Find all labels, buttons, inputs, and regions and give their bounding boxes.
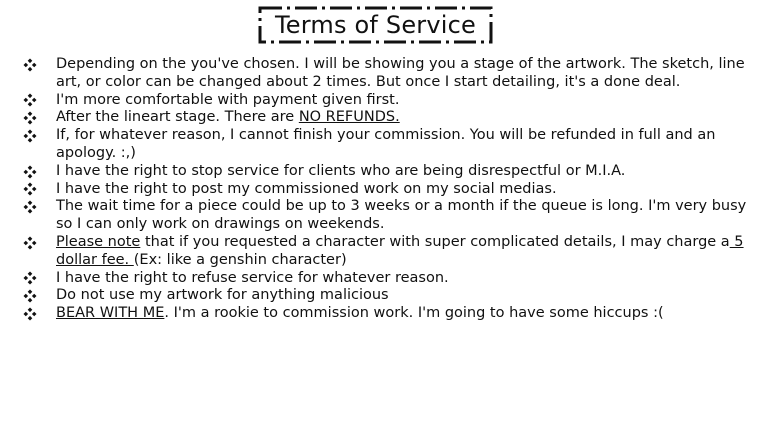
terms-text: Depending on the you've chosen. I will be showing you a stage of the artwork. The sketch, line art, or color can be changed about 2 times. But once I start detailing, it's a done deal. — [56, 56, 745, 90]
terms-item — [22, 287, 752, 305]
four-diamond-bullet-icon — [22, 270, 38, 288]
four-diamond-bullet-icon — [22, 234, 38, 252]
terms-item — [22, 109, 752, 127]
fee-emphasis: 5 dollar fee. — [56, 233, 744, 268]
four-diamond-bullet-icon — [22, 181, 38, 199]
please-note-emphasis: Please note — [56, 233, 141, 250]
title-frame — [258, 6, 493, 44]
terms-item — [22, 92, 752, 110]
terms-item — [22, 198, 752, 234]
four-diamond-bullet-icon — [22, 305, 38, 323]
terms-item — [22, 305, 752, 323]
four-diamond-bullet-icon — [22, 127, 38, 145]
page-title: Terms of Service — [275, 11, 476, 39]
four-diamond-bullet-icon — [22, 198, 38, 216]
terms-item — [22, 270, 752, 288]
four-diamond-bullet-icon — [22, 109, 38, 127]
four-diamond-bullet-icon — [22, 92, 38, 110]
four-diamond-bullet-icon — [22, 287, 38, 305]
four-diamond-bullet-icon — [22, 56, 38, 74]
terms-text: I have the right to post my commissioned work on my social medias. — [56, 180, 557, 197]
terms-text: I'm more comfortable with payment given first. — [56, 91, 400, 108]
terms-text-example: (Ex: like a genshin character) — [133, 251, 347, 268]
terms-text: Do not use my artwork for anything malicious — [56, 287, 389, 304]
terms-text: I have the right to refuse service for whatever reason. — [56, 269, 449, 286]
terms-text: that if you requested a character with super complicated details, I may charge a — [140, 233, 730, 250]
terms-item — [22, 163, 752, 181]
terms-item — [22, 181, 752, 199]
terms-text: I have the right to stop service for clients who are being disrespectful or M.I.A. — [56, 162, 626, 179]
terms-text: If, for whatever reason, I cannot finish your commission. You will be refunded in full and an apology. :,) — [56, 127, 716, 161]
terms-item — [22, 56, 752, 92]
four-diamond-bullet-icon — [22, 163, 38, 181]
terms-item — [22, 234, 752, 270]
bear-with-me-emphasis: BEAR WITH ME — [56, 305, 165, 322]
terms-text: The wait time for a piece could be up to 3 weeks or a month if the queue is long. I'm very busy so I can only work on drawings on weekends. — [56, 198, 747, 233]
no-refunds-emphasis: NO REFUNDS. — [298, 109, 400, 126]
terms-text: . I'm a rookie to commission work. I'm going to have some hiccups :( — [164, 305, 664, 322]
terms-item — [22, 127, 752, 163]
terms-list — [22, 56, 752, 323]
terms-text: After the lineart stage. There are — [56, 109, 299, 126]
